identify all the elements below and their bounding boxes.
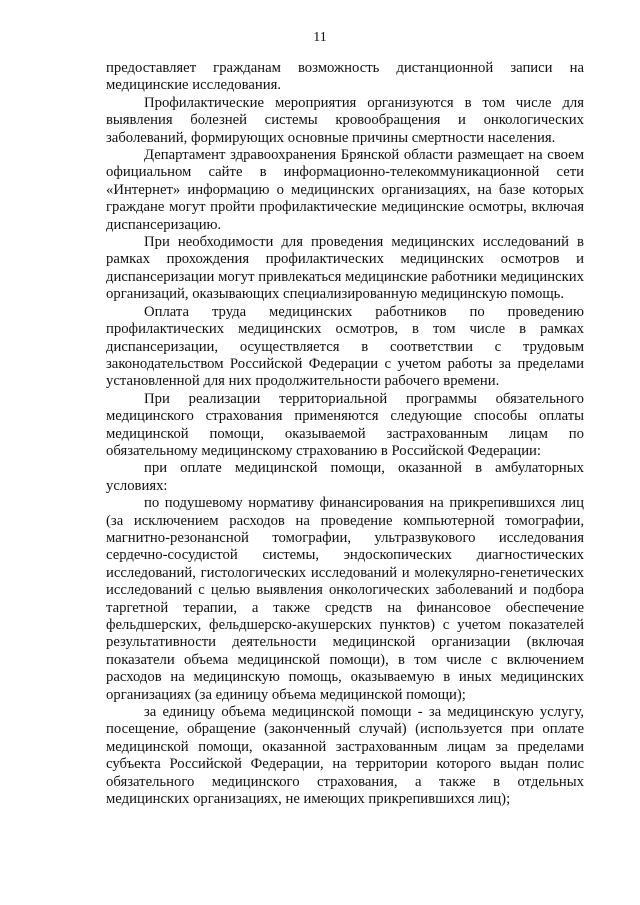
document-body (106, 60, 584, 808)
paragraph: предоставляет гражданам возможность дистанционной записи на медицинские исследования. (106, 60, 584, 94)
paragraph: за единицу объема медицинской помощи - за медицинскую услугу, посещение, обращение (законченный случай) (используется при оплате медицинской помощи, оказанной застрахованным лицам за пределами субъекта Российской Федерации, на территории которого выдан полис обязательного медицинского страхования, а также в отдельных медицинских организациях, не имеющих прикрепившихся лиц); (106, 704, 584, 808)
paragraph: Профилактические мероприятия организуются в том числе для выявления болезней системы кровообращения и онкологических заболеваний, формирующих основные причины смертности населения. (106, 94, 584, 146)
paragraph: Департамент здравоохранения Брянской области размещает на своем официальном сайте в информационно-телекоммуникационной сети «Интернет» информацию о медицинских организациях, на базе которых граждане могут пройти профилактические медицинские осмотры, включая диспансеризацию. (106, 147, 584, 233)
paragraph: при оплате медицинской помощи, оказанной в амбулаторных условиях: (106, 460, 584, 494)
paragraph: При необходимости для проведения медицинских исследований в рамках прохождения профилактических медицинских осмотров и диспансеризации могут привлекаться медицинские работники медицинских организаций, оказывающих специализированную медицинскую помощь. (106, 234, 584, 303)
paragraph: по подушевому нормативу финансирования на прикрепившихся лиц (за исключением расходов на проведение компьютерной томографии, магнитно-резонансной томографии, ультразвукового исследования сердечно-сосудистой системы, эндоскопических диагностических исследований, гистологических исследований и молекулярно-генетических исследований с целью выявления онкологических заболеваний и подбора таргетной терапии, а также средств на финансовое обеспечение фельдшерских, фельдшерско-акушерских пунктов) с учетом показателей результативности деятельности медицинской организации (включая показатели объема медицинской помощи), в том числе с включением расходов на медицинскую помощь, оказываемую в иных медицинских организациях (за единицу объема медицинской помощи); (106, 495, 584, 703)
paragraph: Оплата труда медицинских работников по проведению профилактических медицинских осмотров, в том числе в рамках диспансеризации, осуществляется в соответствии с трудовым законодательством Российской Федерации с учетом работы за пределами установленной для них продолжительности рабочего времени. (106, 303, 584, 390)
paragraph: При реализации территориальной программы обязательного медицинского страхования применяются следующие способы оплаты медицинской помощи, оказываемой застрахованным лицам по обязательному медицинскому страхованию в Российской Федерации: (106, 390, 584, 459)
page-number: 11 (313, 30, 327, 45)
